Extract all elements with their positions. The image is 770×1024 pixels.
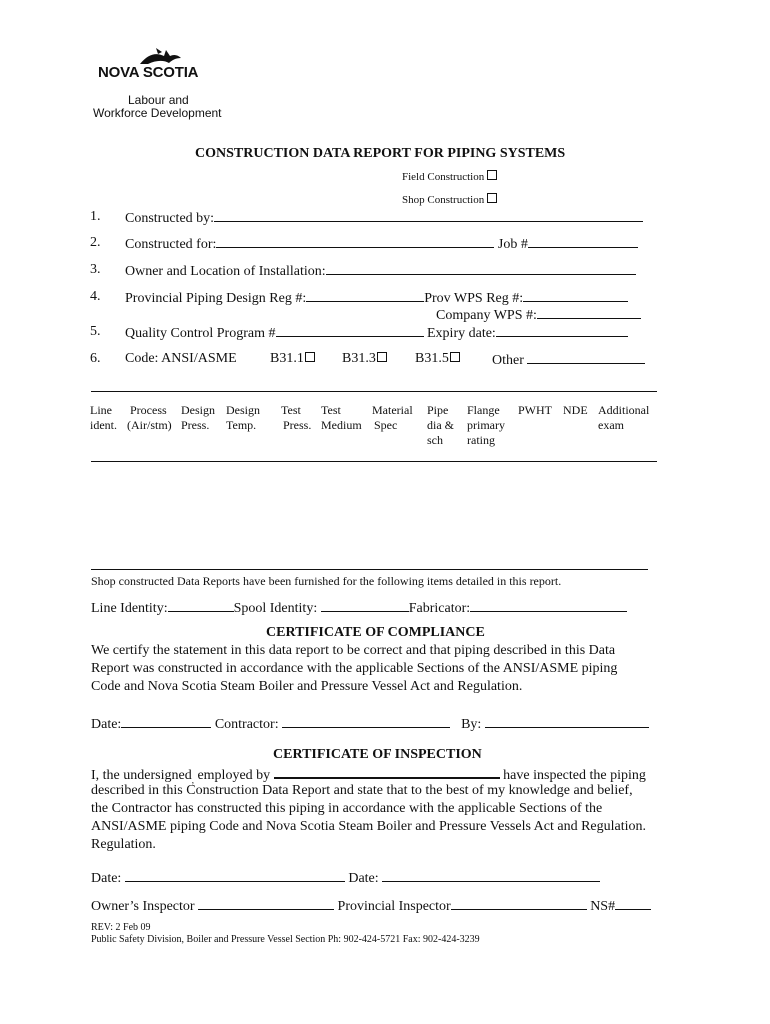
ns-number-label: NS# [590, 899, 616, 914]
compliance-heading: CERTIFICATE OF COMPLIANCE [266, 625, 485, 640]
company-wps-row [436, 306, 641, 324]
col-line-ident-l2: ident. [90, 418, 117, 432]
shop-construction-label: Shop Construction [402, 194, 485, 206]
prov-wps-label: Prov WPS Reg #: [424, 291, 524, 306]
col-design-press [181, 403, 215, 433]
constructed-by-row [125, 209, 643, 227]
inspection-line1-mark: , [191, 774, 194, 785]
compliance-text-line3: Code and Nova Scotia Steam Boiler and Pressure Vessel Act and Regulation. [91, 679, 523, 694]
expiry-date-field[interactable] [496, 324, 628, 337]
design-reg-row [125, 289, 628, 307]
company-wps-label: Company WPS #: [436, 308, 537, 323]
col-pipe-dia-l3: sch [427, 433, 443, 447]
ns-number-field[interactable] [615, 897, 651, 910]
col-flange-rating-l2: primary [467, 418, 505, 432]
other-label: Other [492, 353, 524, 368]
logo-department-line1: Labour and [128, 93, 189, 107]
col-nde: NDE [563, 403, 588, 417]
b31-3-label: B31.3 [342, 351, 376, 366]
code-label: Code: ANSI/ASME [125, 351, 237, 366]
table-body-area[interactable] [91, 463, 657, 567]
owners-inspector-label: Owner’s Inspector [91, 899, 195, 914]
employer-field[interactable] [274, 765, 500, 779]
col-pipe-dia-l1: Pipe [427, 403, 449, 417]
line-identity-label: Line Identity: [91, 601, 168, 616]
compliance-date-label: Date: [91, 717, 122, 732]
inspection-date2-field[interactable] [382, 869, 600, 882]
identity-row [91, 599, 627, 617]
contact-footer: Public Safety Division, Boiler and Pressure Vessel Section Ph: 902-424-5721 Fax: 902-424-3239 [91, 934, 480, 945]
fabricator-label: Fabricator: [408, 601, 471, 616]
spool-identity-label: Spool Identity: [233, 601, 318, 616]
col-additional-exam [598, 403, 649, 433]
table-bottom-rule [91, 569, 648, 570]
col-line-ident-l1: Line [90, 403, 112, 417]
col-line-ident [90, 403, 117, 433]
design-reg-label: Provincial Piping Design Reg #: [125, 291, 307, 306]
shop-construction-option[interactable] [402, 193, 497, 206]
item-number-3: 3. [90, 262, 101, 277]
constructed-for-row [125, 235, 638, 253]
item-number-2: 2. [90, 235, 101, 250]
compliance-signoff-row [91, 715, 649, 733]
col-test-press-l1: Test [281, 403, 301, 417]
col-material-spec-l2: Spec [374, 418, 398, 432]
constructed-by-label: Constructed by: [125, 211, 215, 226]
field-construction-label: Field Construction [402, 171, 485, 183]
shop-constructed-note: Shop constructed Data Reports have been furnished for the following items detailed in this report. [91, 574, 562, 588]
qc-program-label: Quality Control Program # [125, 326, 276, 341]
qc-program-field[interactable] [276, 324, 424, 337]
by-label: By: [461, 717, 482, 732]
spool-identity-field[interactable] [321, 599, 409, 612]
table-top-rule [91, 391, 657, 392]
other-row [492, 351, 645, 369]
inspection-date-row [91, 869, 600, 887]
col-material-spec-l1: Material [372, 403, 413, 417]
col-flange-rating [467, 403, 505, 448]
inspection-text-line2: described in this Construction Data Report and state that to the best of my knowledge and belief, [91, 783, 633, 798]
owner-location-label: Owner and Location of Installation: [125, 264, 326, 279]
b31-5-label: B31.5 [415, 351, 449, 366]
col-pwht: PWHT [518, 403, 552, 417]
col-test-press-l2: Press. [283, 418, 312, 432]
compliance-date-field[interactable] [121, 715, 211, 728]
constructed-by-field[interactable] [214, 209, 643, 222]
b31-5-option[interactable] [415, 351, 460, 367]
page-title: CONSTRUCTION DATA REPORT FOR PIPING SYSTEMS [195, 146, 566, 161]
item-number-4: 4. [90, 289, 101, 304]
col-design-press-l2: Press. [181, 418, 210, 432]
col-test-press [281, 403, 311, 433]
col-design-temp-l2: Temp. [226, 418, 257, 432]
revision-note: REV: 2 Feb 09 [91, 922, 151, 933]
b31-1-label: B31.1 [270, 351, 304, 366]
nova-scotia-logo [93, 46, 236, 124]
qc-program-row [125, 324, 628, 342]
compliance-text-line1: We certify the statement in this data report to be correct and that piping described in this Data [91, 643, 616, 658]
item-number-1: 1. [90, 209, 101, 224]
b31-5-checkbox[interactable] [450, 352, 460, 362]
b31-3-option[interactable] [342, 351, 387, 367]
logo-department-line2: Workforce Development [93, 106, 222, 120]
col-additional-exam-l2: exam [598, 418, 624, 432]
col-design-press-l1: Design [181, 403, 215, 417]
inspection-date1-field[interactable] [125, 869, 345, 882]
col-pipe-dia [427, 403, 454, 448]
col-test-medium-l2: Medium [321, 418, 362, 432]
inspection-line1-start: I, the undersigned [91, 768, 192, 783]
compliance-text-line2: Report was constructed in accordance with the applicable Sections of the ANSI/ASME piping [91, 661, 618, 676]
col-design-temp [226, 403, 260, 433]
col-process-l1: Process [130, 403, 167, 417]
b31-1-option[interactable] [270, 351, 315, 367]
by-field[interactable] [485, 715, 649, 728]
item-number-6: 6. [90, 351, 101, 366]
table-header-rule [91, 461, 657, 462]
b31-3-checkbox[interactable] [377, 352, 387, 362]
inspection-line1-mid: employed by [193, 768, 271, 783]
contractor-field[interactable] [282, 715, 450, 728]
inspection-date1-label: Date: [91, 871, 122, 886]
design-reg-field[interactable] [306, 289, 424, 302]
col-process-l2: (Air/stm) [127, 418, 172, 432]
owner-location-field[interactable] [326, 262, 636, 275]
col-material-spec [372, 403, 413, 433]
col-test-medium [321, 403, 362, 433]
owner-location-row [125, 262, 636, 280]
job-field[interactable] [528, 235, 638, 248]
constructed-for-field[interactable] [216, 235, 494, 248]
constructed-for-label: Constructed for: [125, 237, 217, 252]
contractor-label: Contractor: [214, 717, 279, 732]
inspection-date2-label: Date: [348, 871, 379, 886]
inspection-text-line4: ANSI/ASME piping Code and Nova Scotia Steam Boiler and Pressure Vessels Act and Regulation. [91, 819, 647, 834]
company-wps-field[interactable] [537, 306, 641, 319]
col-flange-rating-l1: Flange [467, 403, 500, 417]
col-additional-exam-l1: Additional [598, 403, 650, 417]
b31-1-checkbox[interactable] [305, 352, 315, 362]
provincial-inspector-label: Provincial Inspector [337, 899, 451, 914]
owners-inspector-field[interactable] [198, 897, 334, 910]
inspection-heading: CERTIFICATE OF INSPECTION [273, 747, 482, 762]
expiry-date-label: Expiry date: [427, 326, 496, 341]
inspection-text-line3: the Contractor has constructed this piping in accordance with the applicable Sections of the [91, 801, 603, 816]
inspector-row [91, 897, 651, 915]
prov-wps-field[interactable] [523, 289, 628, 302]
job-label: Job # [497, 237, 528, 252]
fabricator-field[interactable] [470, 599, 627, 612]
field-construction-option[interactable] [402, 170, 497, 183]
provincial-inspector-field[interactable] [451, 897, 587, 910]
inspection-line1-end: have inspected the piping [503, 768, 646, 783]
col-flange-rating-l3: rating [467, 433, 495, 447]
col-process [127, 403, 172, 433]
inspection-text-line1 [91, 765, 646, 785]
logo-province-name: NOVA SCOTIA [98, 64, 199, 81]
col-design-temp-l1: Design [226, 403, 260, 417]
other-field[interactable] [527, 351, 645, 364]
field-construction-checkbox[interactable] [487, 170, 497, 180]
inspection-text-line5: Regulation. [91, 837, 156, 852]
col-test-medium-l1: Test [321, 403, 341, 417]
item-number-5: 5. [90, 324, 101, 339]
col-pipe-dia-l2: dia & [427, 418, 454, 432]
line-identity-field[interactable] [168, 599, 234, 612]
shop-construction-checkbox[interactable] [487, 193, 497, 203]
